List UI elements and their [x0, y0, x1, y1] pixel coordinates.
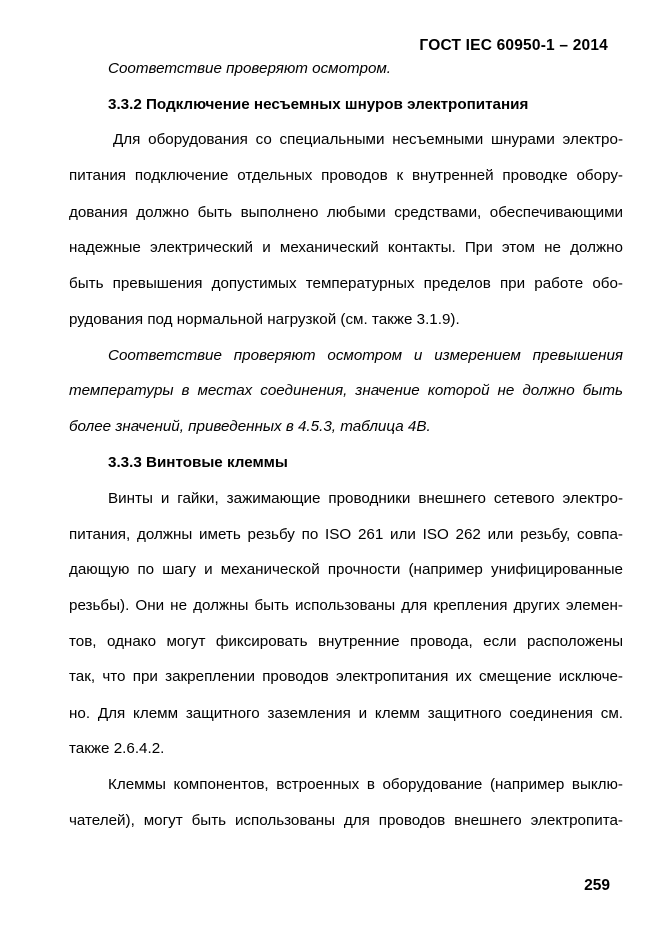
section-heading-3-3-2: 3.3.2 Подключение несъемных шнуров электропитания — [108, 96, 529, 113]
compliance-line: Соответствие проверяют осмотром и измерением превышения — [108, 347, 623, 364]
compliance-line: более значений, приведенных в 4.5.3, таблица 4В. — [69, 418, 431, 435]
document-code-header: ГОСТ IEC 60950-1 – 2014 — [419, 37, 608, 54]
paragraph-line: питания, должны иметь резьбу по ISO 261 или ISO 262 или резьбу, совпа- — [69, 526, 623, 543]
paragraph-line: тов, однако могут фиксировать внутренние провода, если расположены — [69, 633, 623, 650]
compliance-line: температуры в местах соединения, значение которой не должно быть — [69, 382, 623, 399]
paragraph-line: Для оборудования со специальными несъемными шнурами электро- — [113, 131, 623, 148]
paragraph-line: также 2.6.4.2. — [69, 740, 165, 757]
paragraph-line: быть превышения допустимых температурных пределов при работе обо- — [69, 275, 623, 292]
section-heading-3-3-3: 3.3.3 Винтовые клеммы — [108, 454, 288, 471]
paragraph-line: питания подключение отдельных проводов к внутренней проводке обору- — [69, 167, 623, 184]
compliance-line: Соответствие проверяют осмотром. — [108, 60, 392, 77]
paragraph-line: так, что при закреплении проводов электропитания их смещение исключе- — [69, 668, 623, 685]
page-number: 259 — [584, 877, 610, 894]
paragraph-line: надежные электрический и механический контакты. При этом не должно — [69, 239, 623, 256]
paragraph-line: резьбы). Они не должны быть использованы для крепления других элемен- — [69, 597, 623, 614]
paragraph-line: чателей), могут быть использованы для проводов внешнего электропита- — [69, 812, 623, 829]
paragraph-line: но. Для клемм защитного заземления и клемм защитного соединения см. — [69, 705, 623, 722]
paragraph-line: рудования под нормальной нагрузкой (см. также 3.1.9). — [69, 311, 460, 328]
paragraph-line: Винты и гайки, зажимающие проводники внешнего сетевого электро- — [108, 490, 623, 507]
paragraph-line: дования должно быть выполнено любыми средствами, обеспечивающими — [69, 204, 623, 221]
paragraph-line: дающую по шагу и механической прочности (например унифицированные — [69, 561, 623, 578]
paragraph-line: Клеммы компонентов, встроенных в оборудование (например выклю- — [108, 776, 623, 793]
